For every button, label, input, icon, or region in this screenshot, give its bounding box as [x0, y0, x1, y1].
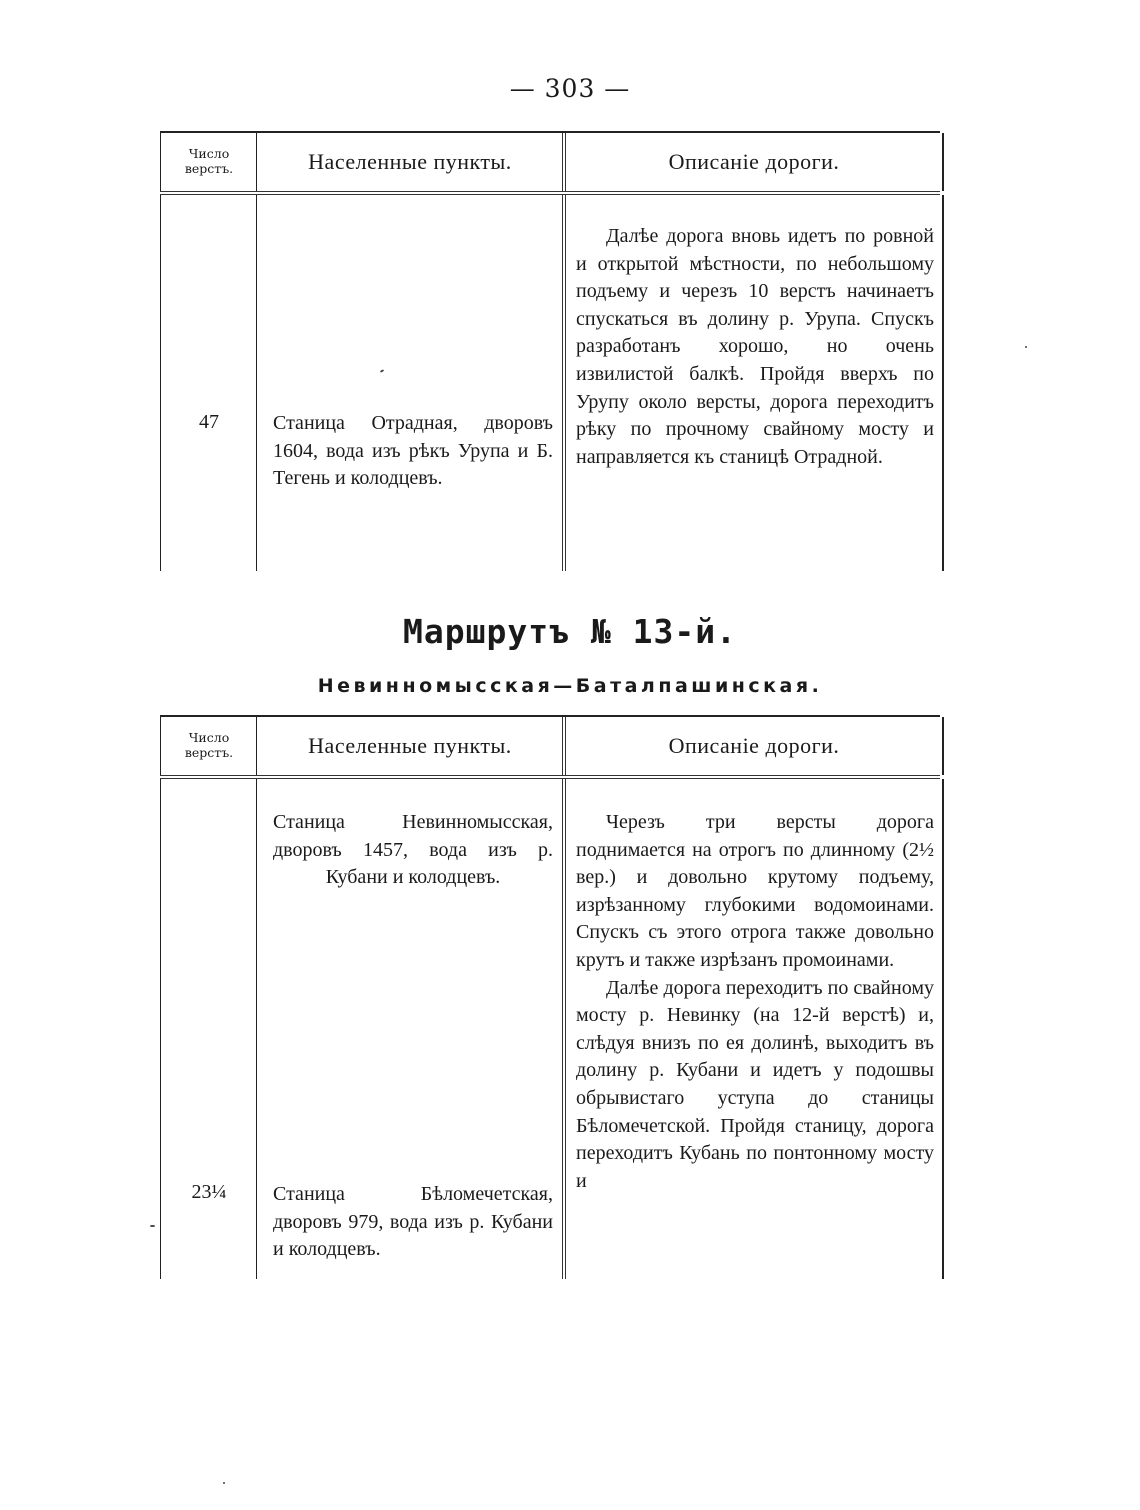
settlement-nevinnomysskaya: Станица Невинномысская, дворовъ 1457, вода изъ р. Кубани и колодцевъ.	[273, 811, 553, 889]
table-header	[160, 133, 940, 195]
road-description-text	[576, 809, 934, 1195]
header-road-description	[562, 717, 944, 775]
print-speck	[223, 1482, 225, 1484]
header-settlements	[256, 133, 563, 191]
road-description-paragraph: Далѣе дорога вновь идетъ по ровной и открытой мѣстности, по небольшому подъему и черезъ 10 верстъ начинаетъ спускаться въ долину р. Урупа. Спускъ разработанъ хорошо, но очень извилистой балкѣ. Пройдя вверхъ по Урупу около версты, дорога переходитъ рѣку по прочному свайному мосту и направляется къ станицѣ Отрадной.	[576, 225, 934, 468]
print-speck	[150, 1225, 155, 1227]
header-versts-line1: Число	[188, 146, 230, 161]
header-versts-line1: Число	[188, 730, 230, 745]
column-versts	[160, 195, 257, 571]
print-speck	[1025, 346, 1027, 348]
versts-value: 47	[199, 411, 219, 433]
header-settlements-label: Населенные пункты.	[308, 733, 512, 758]
column-road-description	[562, 195, 944, 571]
road-description-paragraph-1: Черезъ три версты дорога поднимается на отрогъ по длинному (2½ вер.) и довольно крутому подъему, изрѣзанному глубокими водомоинами. Спускъ съ этого отрога также довольно крутъ и также изрѣзанъ промоинами.	[576, 811, 934, 971]
route-title: Маршрутъ № 13-й.	[403, 612, 737, 651]
route-table-13	[160, 715, 940, 1279]
header-settlements-label: Населенные пункты.	[308, 149, 512, 174]
header-versts	[160, 133, 257, 191]
table-header	[160, 717, 940, 779]
header-settlements	[256, 717, 563, 775]
header-versts-line2: верстъ.	[184, 745, 234, 760]
column-settlements	[256, 779, 563, 1279]
table-body	[160, 195, 940, 571]
settlement-belomechetskaya: Станица Бѣломечетская, дворовъ 979, вода изъ р. Кубани и колодцевъ.	[273, 1183, 553, 1261]
header-road-description	[562, 133, 944, 191]
column-versts	[160, 779, 257, 1279]
header-road-description-label: Описаніе дороги.	[668, 149, 840, 174]
header-versts-line2: верстъ.	[184, 161, 234, 176]
header-versts	[160, 717, 257, 775]
route-subtitle: Невинномысская—Баталпашинская.	[317, 675, 823, 697]
column-settlements	[256, 195, 563, 571]
road-description-paragraph-2: Далѣе дорога переходитъ по свайному мосту р. Невинку (на 12-й верстѣ) и, слѣдуя внизъ по ея долинѣ, выходитъ въ долину р. Кубани и идетъ у подошвы обрывистаго уступа до станицы Бѣломечетской. Пройдя станицу, дорога переходитъ Кубань по понтонному мосту и	[576, 976, 934, 1192]
header-road-description-label: Описаніе дороги.	[668, 733, 840, 758]
settlement-otradnaya: Станица Отрадная, дворовъ 1604, вода изъ рѣкъ Урупа и Б. Тегень и колодцевъ.	[273, 412, 553, 490]
road-description-text	[576, 223, 934, 471]
table-body	[160, 779, 940, 1279]
column-road-description	[562, 779, 944, 1279]
route-table-12-end	[160, 131, 940, 571]
page-number: — 303 —	[509, 74, 631, 103]
versts-value: 23¼	[191, 1181, 227, 1203]
